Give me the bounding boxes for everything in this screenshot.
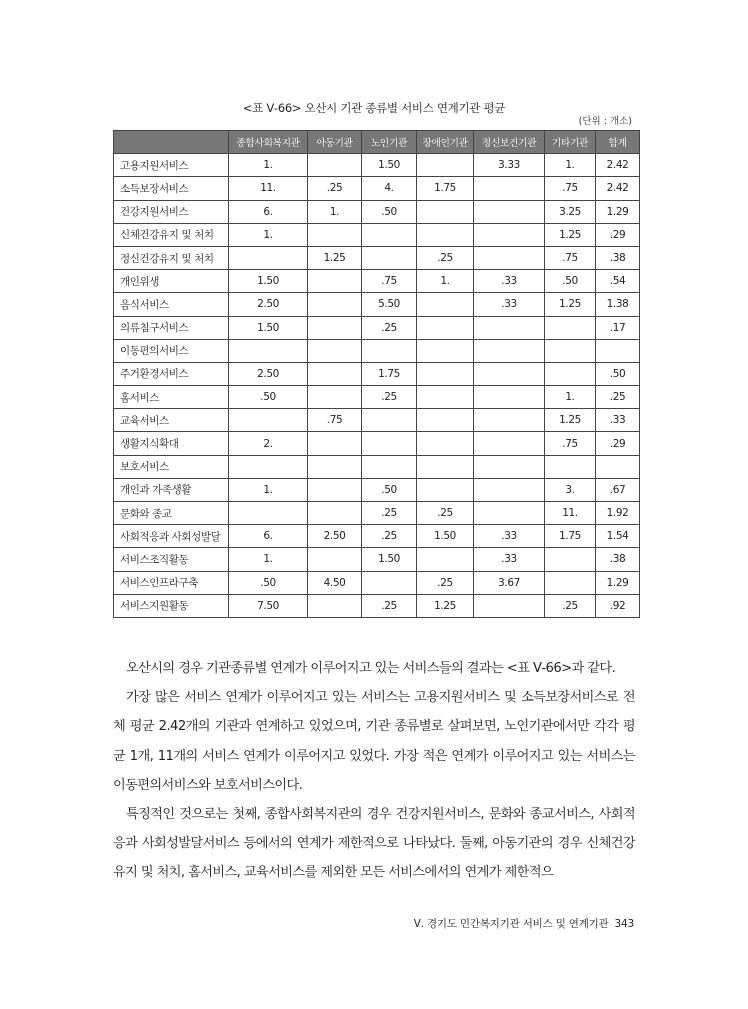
row-label: 개인위생 xyxy=(114,270,229,293)
table-cell xyxy=(417,478,474,501)
table-cell xyxy=(229,409,308,432)
table-cell: .50 xyxy=(229,386,308,409)
table-header-row xyxy=(114,131,640,154)
table-row xyxy=(114,246,640,269)
table-cell: 1.50 xyxy=(229,270,308,293)
page-number: 343 xyxy=(614,918,634,930)
table-cell: 1.25 xyxy=(545,293,596,316)
table-cell: 2. xyxy=(229,432,308,455)
table-cell xyxy=(474,246,545,269)
column-header: 합계 xyxy=(596,131,640,154)
table-cell xyxy=(474,362,545,385)
table-cell xyxy=(474,594,545,617)
row-label: 고용지원서비스 xyxy=(114,154,229,177)
table-cell: .75 xyxy=(545,246,596,269)
table-cell: .25 xyxy=(417,502,474,525)
table-cell xyxy=(417,432,474,455)
table-cell: 1.25 xyxy=(308,246,362,269)
table-cell: 1. xyxy=(229,478,308,501)
table-cell xyxy=(545,548,596,571)
table-cell xyxy=(308,223,362,246)
table-cell xyxy=(362,432,417,455)
table-cell: .50 xyxy=(596,362,640,385)
table-row xyxy=(114,339,640,362)
table-corner-cell xyxy=(114,131,229,154)
table-cell xyxy=(417,362,474,385)
table-cell: .25 xyxy=(362,502,417,525)
table-cell: .29 xyxy=(596,432,640,455)
table-cell: 2.42 xyxy=(596,177,640,200)
row-label: 이동편의서비스 xyxy=(114,339,229,362)
table-cell xyxy=(229,339,308,362)
table-cell xyxy=(417,223,474,246)
table-cell xyxy=(308,362,362,385)
table-cell: .50 xyxy=(362,200,417,223)
paragraph: 오산시의 경우 기관종류별 연계가 이루어지고 있는 서비스들의 결과는 <표 Ⅴ-66>과 같다. xyxy=(126,661,616,676)
table-cell xyxy=(474,177,545,200)
table-cell xyxy=(229,455,308,478)
table-cell: .25 xyxy=(362,525,417,548)
row-label: 의류침구서비스 xyxy=(114,316,229,339)
table-cell: 3.33 xyxy=(474,154,545,177)
body-text xyxy=(113,654,635,888)
table-cell xyxy=(474,455,545,478)
row-label: 서비스인프라구축 xyxy=(114,571,229,594)
row-label: 서비스조직활동 xyxy=(114,548,229,571)
table-cell: 1. xyxy=(229,548,308,571)
table-cell: .38 xyxy=(596,246,640,269)
table-cell xyxy=(308,548,362,571)
table-cell: 1.75 xyxy=(417,177,474,200)
row-label: 소득보장서비스 xyxy=(114,177,229,200)
table-cell xyxy=(474,432,545,455)
row-label: 홈서비스 xyxy=(114,386,229,409)
table-cell xyxy=(417,386,474,409)
table-cell xyxy=(417,154,474,177)
table-cell: .75 xyxy=(308,409,362,432)
table-cell: 1.75 xyxy=(362,362,417,385)
table-cell: .25 xyxy=(362,386,417,409)
table-cell: 1.25 xyxy=(545,223,596,246)
table-cell xyxy=(545,571,596,594)
table-cell: .33 xyxy=(474,548,545,571)
table-cell: 1.38 xyxy=(596,293,640,316)
table-cell xyxy=(362,409,417,432)
table-row xyxy=(114,270,640,293)
table-cell: 2.50 xyxy=(229,362,308,385)
table-cell: .29 xyxy=(596,223,640,246)
table-cell: .17 xyxy=(596,316,640,339)
table-cell: .25 xyxy=(596,386,640,409)
row-label: 신체건강유지 및 처치 xyxy=(114,223,229,246)
column-header: 장애인기관 xyxy=(417,131,474,154)
table-cell xyxy=(308,339,362,362)
table-row xyxy=(114,386,640,409)
table-cell xyxy=(308,154,362,177)
table-cell: 1. xyxy=(229,154,308,177)
table-cell xyxy=(596,455,640,478)
table-cell xyxy=(362,571,417,594)
service-linkage-table xyxy=(113,130,640,618)
table-cell xyxy=(308,293,362,316)
table-cell: .75 xyxy=(362,270,417,293)
table-cell: .33 xyxy=(596,409,640,432)
table-cell xyxy=(308,432,362,455)
table-cell xyxy=(308,386,362,409)
row-label: 주거환경서비스 xyxy=(114,362,229,385)
table-unit: (단위 : 개소) xyxy=(578,116,632,127)
page-footer xyxy=(414,916,634,931)
table-cell: 11. xyxy=(229,177,308,200)
table-cell xyxy=(545,339,596,362)
table-cell: 1.50 xyxy=(362,548,417,571)
table-cell xyxy=(362,223,417,246)
table-cell: 1.25 xyxy=(417,594,474,617)
table-row xyxy=(114,525,640,548)
row-label: 사회적응과 사회성발달 xyxy=(114,525,229,548)
row-label: 생활지식확대 xyxy=(114,432,229,455)
table-cell: .75 xyxy=(545,177,596,200)
table-cell xyxy=(474,386,545,409)
table-cell: 3.67 xyxy=(474,571,545,594)
footer-chapter-title: Ⅴ. 경기도 민간복지기관 서비스 및 연계기관 xyxy=(413,918,609,930)
table-cell: .33 xyxy=(474,525,545,548)
table-cell xyxy=(362,246,417,269)
table-cell xyxy=(545,362,596,385)
table-row xyxy=(114,223,640,246)
table-cell: .92 xyxy=(596,594,640,617)
table-cell: .33 xyxy=(474,293,545,316)
table-cell: 1.50 xyxy=(229,316,308,339)
table-cell: 1.29 xyxy=(596,200,640,223)
table-cell: .25 xyxy=(362,316,417,339)
row-label: 음식서비스 xyxy=(114,293,229,316)
table-cell: 4.50 xyxy=(308,571,362,594)
table-cell: 2.50 xyxy=(229,293,308,316)
table-row xyxy=(114,177,640,200)
table-cell xyxy=(596,339,640,362)
table-cell xyxy=(417,455,474,478)
table-row xyxy=(114,548,640,571)
table-cell: 1. xyxy=(229,223,308,246)
table-cell: .25 xyxy=(362,594,417,617)
table-cell: .50 xyxy=(229,571,308,594)
table-row xyxy=(114,154,640,177)
table-cell: .50 xyxy=(362,478,417,501)
table-cell xyxy=(474,478,545,501)
table-cell xyxy=(308,455,362,478)
table-row xyxy=(114,571,640,594)
table-cell: 1. xyxy=(308,200,362,223)
table-row xyxy=(114,409,640,432)
table-row xyxy=(114,432,640,455)
table-row xyxy=(114,362,640,385)
table-row xyxy=(114,594,640,617)
table-caption: <표 Ⅴ-66> 오산시 기관 종류별 서비스 연계기관 평균 xyxy=(242,101,506,115)
paragraph: 가장 많은 서비스 연계가 이루어지고 있는 서비스는 고용지원서비스 및 소득보장서비스로 전체 평균 2.42개의 기관과 연계하고 있었으며, 기관 종류별로 살펴보면, 노인기관에서만 각각 평균 1개, 11개의 서비스 연계가 이루어지고 있었다. 가장 적은 연계가 이루어지고 있는 서비스는 이동편의서비스와 보호서비스이다. xyxy=(113,690,635,793)
column-header: 종합사회복지관 xyxy=(229,131,308,154)
table-cell xyxy=(417,339,474,362)
table-cell: 6. xyxy=(229,200,308,223)
table-cell: .75 xyxy=(545,432,596,455)
table-cell: 1.25 xyxy=(545,409,596,432)
table-cell xyxy=(417,409,474,432)
table-cell: 7.50 xyxy=(229,594,308,617)
row-label: 보호서비스 xyxy=(114,455,229,478)
table-cell: 1.54 xyxy=(596,525,640,548)
column-header: 기타기관 xyxy=(545,131,596,154)
table-cell xyxy=(417,316,474,339)
table-cell: 1.92 xyxy=(596,502,640,525)
table-row xyxy=(114,200,640,223)
table-cell xyxy=(417,293,474,316)
table-cell xyxy=(362,339,417,362)
table-cell: 3. xyxy=(545,478,596,501)
table-cell xyxy=(545,316,596,339)
table-cell: .25 xyxy=(308,177,362,200)
table-cell: 1.50 xyxy=(417,525,474,548)
table-row xyxy=(114,455,640,478)
table-cell: 1. xyxy=(417,270,474,293)
table-cell xyxy=(474,409,545,432)
table-cell xyxy=(308,502,362,525)
table-cell: 5.50 xyxy=(362,293,417,316)
table-cell xyxy=(417,200,474,223)
table-cell xyxy=(474,339,545,362)
table-cell xyxy=(474,316,545,339)
table-cell xyxy=(308,478,362,501)
table-cell: 1.50 xyxy=(362,154,417,177)
table-cell xyxy=(229,246,308,269)
table-cell: .25 xyxy=(417,571,474,594)
column-header: 노인기관 xyxy=(362,131,417,154)
row-label: 문화와 종교 xyxy=(114,502,229,525)
table-cell: .25 xyxy=(545,594,596,617)
table-cell: 2.42 xyxy=(596,154,640,177)
table-cell xyxy=(474,200,545,223)
table-cell xyxy=(474,502,545,525)
row-label: 정신건강유지 및 처치 xyxy=(114,246,229,269)
table-row xyxy=(114,478,640,501)
row-label: 건강지원서비스 xyxy=(114,200,229,223)
table-cell: .33 xyxy=(474,270,545,293)
table-cell: .50 xyxy=(545,270,596,293)
table-cell: .67 xyxy=(596,478,640,501)
column-header: 아동기관 xyxy=(308,131,362,154)
column-header: 정신보건기관 xyxy=(474,131,545,154)
table-row xyxy=(114,293,640,316)
table-row xyxy=(114,502,640,525)
table-cell: .25 xyxy=(417,246,474,269)
table-cell: 11. xyxy=(545,502,596,525)
table-cell xyxy=(308,270,362,293)
table-cell xyxy=(229,502,308,525)
table-cell xyxy=(474,223,545,246)
table-cell xyxy=(545,455,596,478)
table-cell: .38 xyxy=(596,548,640,571)
row-label: 서비스지원활동 xyxy=(114,594,229,617)
table-cell: 4. xyxy=(362,177,417,200)
row-label: 개인과 가족생활 xyxy=(114,478,229,501)
table-row xyxy=(114,316,640,339)
table-cell xyxy=(417,548,474,571)
row-label: 교육서비스 xyxy=(114,409,229,432)
table-cell: 2.50 xyxy=(308,525,362,548)
table-cell xyxy=(308,594,362,617)
paragraph: 특징적인 것으로는 첫째, 종합사회복지관의 경우 건강지원서비스, 문화와 종교서비스, 사회적응과 사회성발달서비스 등에서의 연계가 제한적으로 나타났다. 둘째, 아동기관의 경우 신체건강유지 및 처치, 홈서비스, 교육서비스를 제외한 모든 서비스에서의 연계가 제한적으 xyxy=(113,807,635,881)
table-cell xyxy=(308,316,362,339)
table-cell: .54 xyxy=(596,270,640,293)
table-cell: 1. xyxy=(545,386,596,409)
table-cell: 6. xyxy=(229,525,308,548)
table-cell xyxy=(362,455,417,478)
table-cell: 3.25 xyxy=(545,200,596,223)
table-cell: 1.75 xyxy=(545,525,596,548)
table-cell: 1.29 xyxy=(596,571,640,594)
table-cell: 1. xyxy=(545,154,596,177)
